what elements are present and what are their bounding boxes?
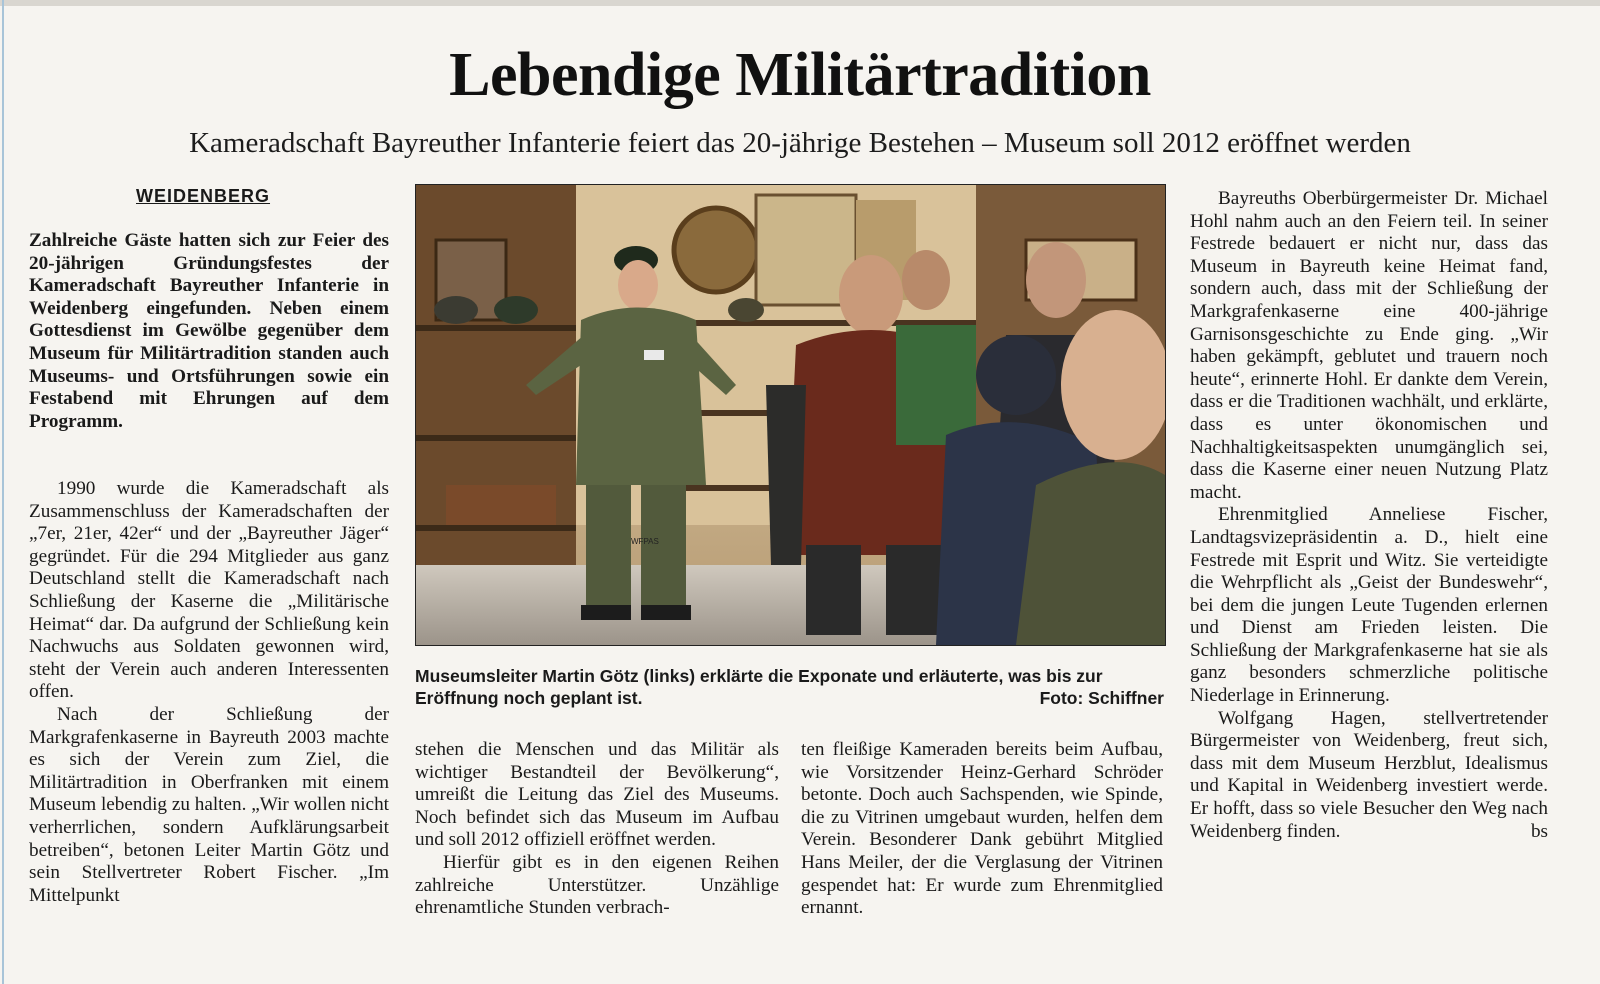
column-1 xyxy=(29,478,389,907)
photo-credit: Foto: Schiffner xyxy=(1039,688,1164,708)
subheadline: Kameradschaft Bayreuther Infanterie feiert das 20-jährige Bestehen – Museum soll 2012 eröffnet werden xyxy=(189,127,1411,159)
column-3 xyxy=(801,739,1163,920)
column-2 xyxy=(415,739,779,920)
author-signature: bs xyxy=(1530,820,1548,842)
col2-paragraph-1: stehen die Menschen und das Militär als wichtiger Bestandteil der Bevölkerung“, umreißt die Leitung das Ziel des Museums. Noch befindet sich das Museum im Aufbau und soll 2012 offiziell eröffnet werden. xyxy=(415,739,779,851)
museum-tour-photo xyxy=(416,185,1165,645)
col3-paragraph-1: ten fleißige Kameraden bereits beim Aufbau, wie Vorsitzender Heinz-Gerhard Schröder betonte. Doch auch Sachspenden, wie Spinde, die zu Vitrinen umgebaut wurden, helfen dem Verein. Besonderer Dank gebührt Mitglied Hans Meiler, der die Verglasung der Vitrinen gespendet hat: Er wurde zum Ehrenmitglied ernannt. xyxy=(801,739,1163,919)
col1-paragraph-1: 1990 wurde die Kameradschaft als Zusammenschluss der Kameradschaften der „7er, 21er, 42er“ und der „Bayreuther Jäger“ gegründet. Für die 294 Mitglieder aus ganz Deutschland stellt die Kameradschaft nach Schließung der Kaserne die „Militärische Heimat“ dar. Da aufgrund der Schließung kein Nachwuchs aus Soldaten gewonnen wird, steht der Verein auch anderen Interessenten offen. xyxy=(29,478,389,703)
photo-caption xyxy=(415,665,1164,709)
col4-paragraph-3 xyxy=(1190,708,1548,844)
dateline: WEIDENBERG xyxy=(136,186,271,206)
top-border xyxy=(0,0,1600,6)
col4-paragraph-2: Ehrenmitglied Anneliese Fischer, Landtagsvizepräsidentin a. D., hielt eine Festrede mit Esprit und Witz. Sie verteidigte die Wehrpflicht als „Geist der Bundeswehr“, bei dem die jungen Leute Tugenden erlernen und Dienst am Frieden leisten. Die Schließung der Markgrafenkaserne hat sie als ganz besonders schmerzliche politische Niederlage in Erinnerung. xyxy=(1190,504,1548,707)
column-4 xyxy=(1190,188,1548,843)
col1-paragraph-2: Nach der Schließung der Markgrafenkaserne in Bayreuth 2003 machte es sich der Verein zum Ziel, die Militärtradition in Oberfranken mit einem Museum lebendig zu halten. „Wir wollen nicht verherrlichen, sondern Aufklärungsarbeit betreiben“, betonen Leiter Martin Götz und sein Stellvertreter Robert Fischer. „Im Mittelpunkt xyxy=(29,703,389,906)
col2-paragraph-2: Hierfür gibt es in den eigenen Reihen zahlreiche Unterstützer. Unzählige ehrenamtliche Stunden verbrach- xyxy=(415,851,779,919)
col4-paragraph-3-text: Wolfgang Hagen, stellvertretender Bürgermeister von Weidenberg, freut sich, dass mit dem Museum Herzblut, Idealismus und Kapital in Weidenberg investiert werde. Er hofft, dass so viele Besucher den Weg nach Weidenberg finden. xyxy=(1190,707,1548,842)
col4-paragraph-1: Bayreuths Oberbürgermeister Dr. Michael Hohl nahm auch an den Feiern teil. In seiner Festrede bedauert er nicht nur, dass das Museum in Bayreuth keine Heimat fand, sondern auch, dass mit der Schließung der Markgrafenkaserne eine 400-jährige Garnisonsgeschichte zu Ende ging. „Wir haben gekämpft, geblutet und trauern noch heute“, erinnerte Hohl. Er dankte dem Verein, dass er die Traditionen wachhält, und erklärte, dass es unter ökonomischen und Nachhaltigkeitsaspekten unumgänglich sei, dass die Kaserne einer neuen Nutzung Platz macht. xyxy=(1190,188,1548,503)
headline: Lebendige Militärtradition xyxy=(449,41,1151,109)
article-photo xyxy=(415,184,1166,646)
caption-text: Museumsleiter Martin Götz (links) erklärte die Exponate und erläuterte, was bis zur Eröffnung noch geplant ist. xyxy=(415,666,1103,708)
uniform-name-tag: WFPAS xyxy=(631,537,659,546)
lead-paragraph: Zahlreiche Gäste hatten sich zur Feier des 20-jährigen Gründungsfestes der Kameradschaft Bayreuther Infanterie in Weidenberg eingefunden. Neben einem Gottesdienst im Gewölbe gegenüber dem Museum für Militärtradition standen auch Museums- und Ortsführungen sowie ein Festabend mit Ehrungen auf dem Programm. xyxy=(29,230,389,432)
